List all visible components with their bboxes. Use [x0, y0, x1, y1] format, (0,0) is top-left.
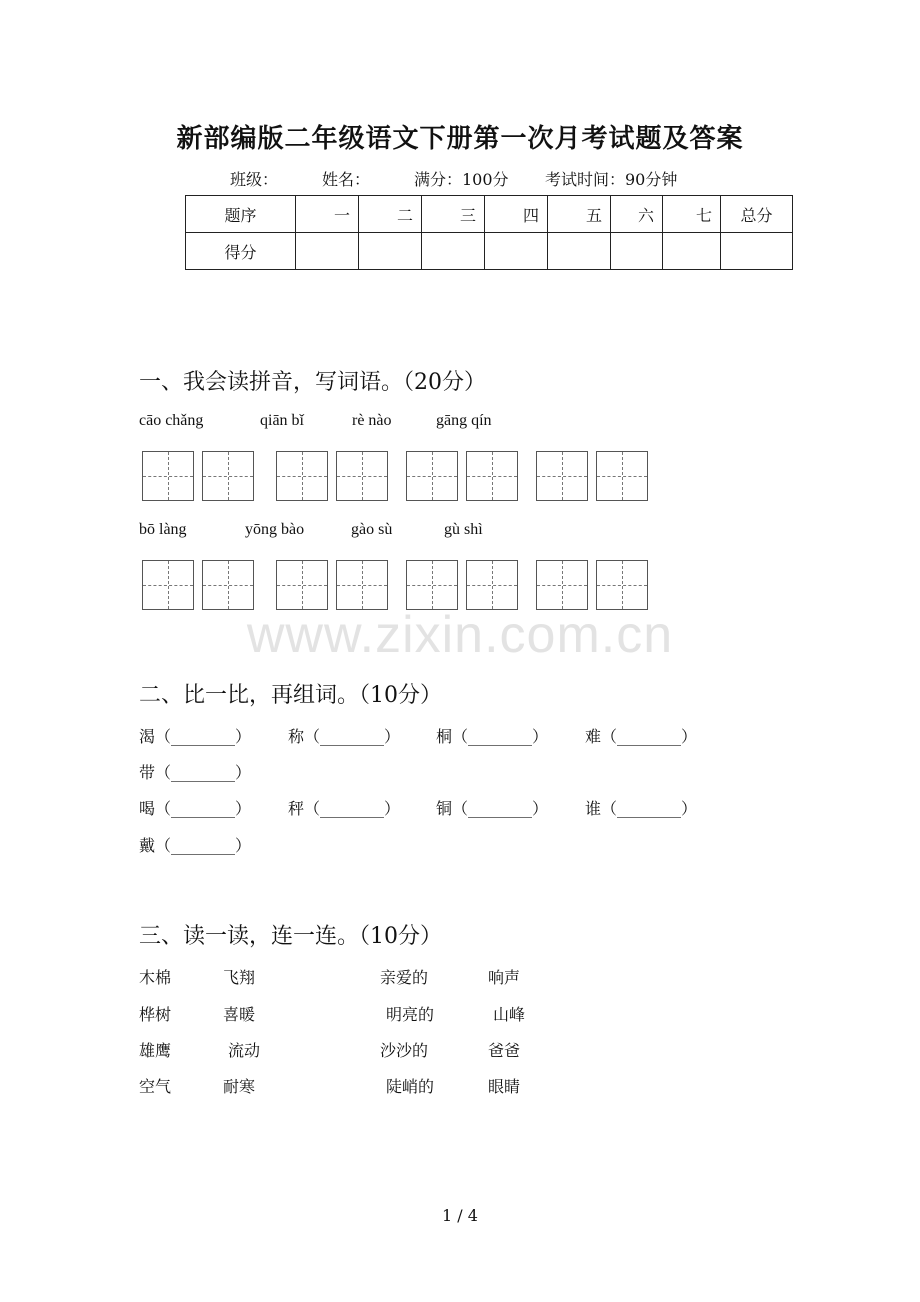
- score-header-cell: 五: [548, 196, 611, 233]
- match-word[interactable]: 山峰: [493, 1005, 526, 1024]
- tianzi-grid-box[interactable]: [202, 451, 254, 501]
- tianzi-grid-box[interactable]: [596, 560, 648, 610]
- match-word[interactable]: 飞翔: [223, 968, 256, 987]
- match-word[interactable]: 耐寒: [223, 1077, 256, 1096]
- watermark: www.zixin.com.cn: [246, 606, 674, 664]
- word-blank-item[interactable]: 戴（________）: [139, 836, 252, 855]
- page-title: 新部编版二年级语文下册第一次月考试题及答案: [176, 124, 744, 154]
- score-table-header-row: [186, 196, 793, 233]
- word-blank-item[interactable]: 称（________）: [288, 727, 401, 746]
- match-word[interactable]: 空气: [139, 1077, 172, 1096]
- pinyin-prompt: gào sù: [351, 521, 393, 538]
- section-1-heading: 一、我会读拼音，写词语。（20分）: [139, 370, 486, 395]
- tianzi-grid-box[interactable]: [202, 560, 254, 610]
- tianzi-grid-box[interactable]: [536, 451, 588, 501]
- tianzi-grid-box[interactable]: [336, 560, 388, 610]
- pinyin-prompt: rè nào: [352, 412, 392, 429]
- score-cell[interactable]: [485, 233, 548, 270]
- class-label: 班级：: [230, 170, 279, 189]
- match-word[interactable]: 木棉: [139, 968, 172, 987]
- word-blank-item[interactable]: 难（________）: [585, 727, 698, 746]
- score-row-label: 得分: [186, 233, 296, 270]
- match-word[interactable]: 桦树: [139, 1005, 172, 1024]
- score-header-cell: 七: [663, 196, 721, 233]
- pinyin-prompt: bō làng: [139, 521, 187, 538]
- score-table: [185, 195, 793, 270]
- tianzi-grid-box[interactable]: [466, 560, 518, 610]
- score-cell[interactable]: [663, 233, 721, 270]
- word-blank-item[interactable]: 喝（________）: [139, 799, 252, 818]
- pinyin-prompt: yōng bào: [245, 521, 305, 538]
- match-word[interactable]: 明亮的: [386, 1005, 435, 1024]
- pinyin-prompt: qiān bǐ: [260, 412, 304, 429]
- tianzi-grid-box[interactable]: [406, 560, 458, 610]
- word-blank-item[interactable]: 渴（________）: [139, 727, 252, 746]
- name-label: 姓名：: [322, 170, 371, 189]
- tianzi-grid-box[interactable]: [406, 451, 458, 501]
- tianzi-grid-box[interactable]: [276, 560, 328, 610]
- score-header-cell: 三: [422, 196, 485, 233]
- score-table-score-row: [186, 233, 793, 270]
- full-score-label: 满分：100分: [414, 170, 509, 189]
- section-3-heading: 三、读一读，连一连。（10分）: [139, 924, 442, 949]
- tianzi-grid-box[interactable]: [276, 451, 328, 501]
- score-cell[interactable]: [422, 233, 485, 270]
- pinyin-prompt: gāng qín: [436, 412, 492, 429]
- score-cell[interactable]: [548, 233, 611, 270]
- word-blank-item[interactable]: 秤（________）: [288, 799, 401, 818]
- score-header-cell: 二: [359, 196, 422, 233]
- score-header-cell: 六: [611, 196, 663, 233]
- word-blank-item[interactable]: 铜（________）: [436, 799, 549, 818]
- match-word[interactable]: 响声: [488, 968, 521, 987]
- word-blank-item[interactable]: 谁（________）: [585, 799, 698, 818]
- score-cell[interactable]: [359, 233, 422, 270]
- word-blank-item[interactable]: 桐（________）: [436, 727, 549, 746]
- match-word[interactable]: 雄鹰: [139, 1041, 172, 1060]
- match-word[interactable]: 陡峭的: [386, 1077, 435, 1096]
- tianzi-grid-box[interactable]: [336, 451, 388, 501]
- pinyin-prompt: gù shì: [444, 521, 483, 538]
- score-header-cell: 题序: [186, 196, 296, 233]
- score-header-cell: 总分: [721, 196, 793, 233]
- score-cell[interactable]: [611, 233, 663, 270]
- score-header-cell: 一: [296, 196, 359, 233]
- exam-time-label: 考试时间：90分钟: [545, 170, 678, 189]
- tianzi-grid-box[interactable]: [596, 451, 648, 501]
- section-2-heading: 二、比一比，再组词。（10分）: [139, 683, 442, 708]
- tianzi-grid-box[interactable]: [142, 451, 194, 501]
- score-cell[interactable]: [296, 233, 359, 270]
- word-blank-item[interactable]: 带（________）: [139, 763, 252, 782]
- score-cell[interactable]: [721, 233, 793, 270]
- match-word[interactable]: 流动: [228, 1041, 261, 1060]
- tianzi-grid-box[interactable]: [466, 451, 518, 501]
- match-word[interactable]: 沙沙的: [380, 1041, 429, 1060]
- pinyin-prompt: cāo chǎng: [139, 412, 204, 429]
- match-word[interactable]: 亲爱的: [380, 968, 429, 987]
- score-header-cell: 四: [485, 196, 548, 233]
- match-word[interactable]: 喜暖: [223, 1005, 256, 1024]
- match-word[interactable]: 爸爸: [488, 1041, 521, 1060]
- page-number: 1 / 4: [442, 1206, 478, 1225]
- tianzi-grid-box[interactable]: [142, 560, 194, 610]
- match-word[interactable]: 眼睛: [488, 1077, 521, 1096]
- tianzi-grid-box[interactable]: [536, 560, 588, 610]
